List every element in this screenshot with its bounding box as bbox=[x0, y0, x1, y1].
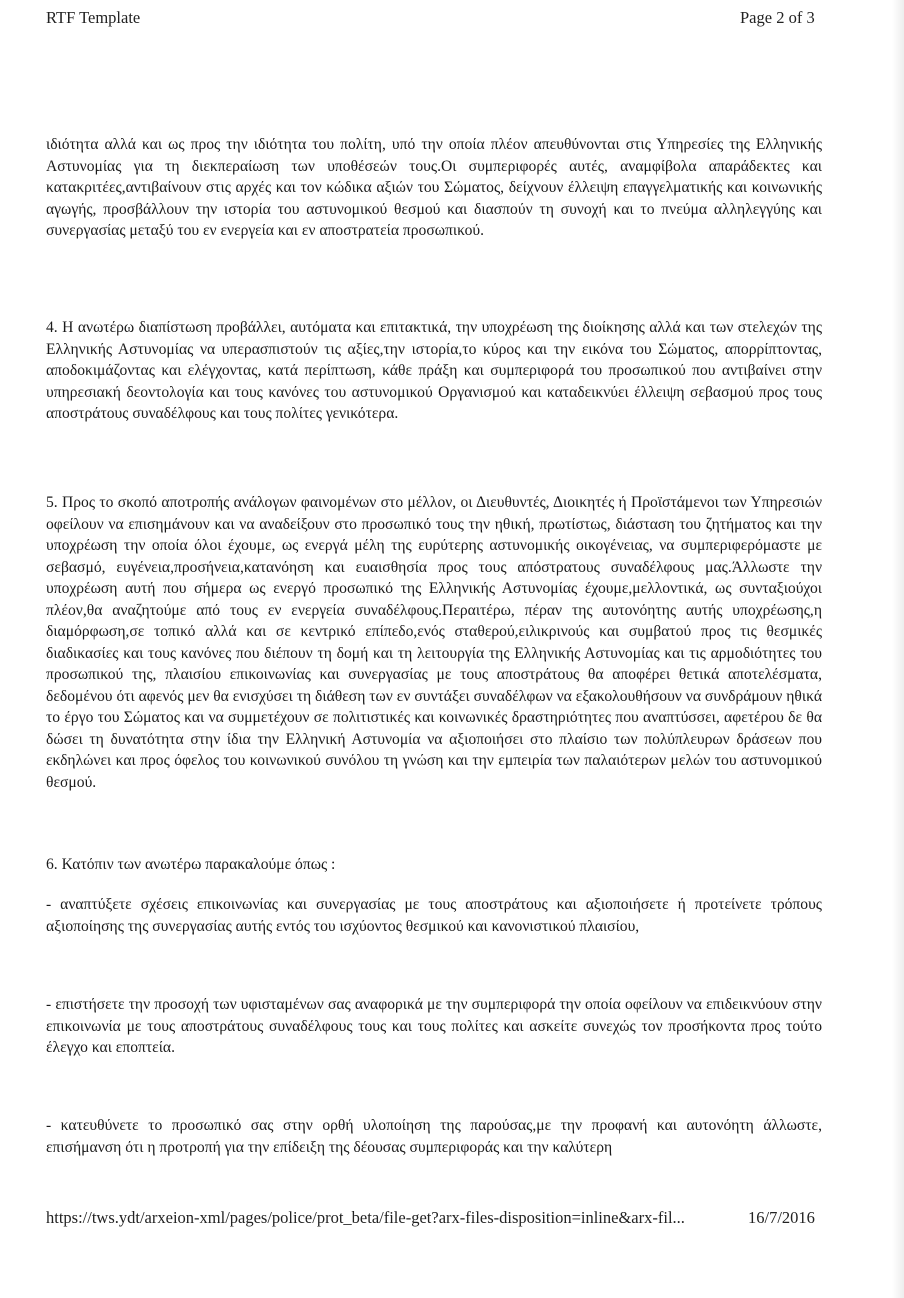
paragraph-text: 6. Κατόπιν των ανωτέρω παρακαλούμε όπως : bbox=[46, 856, 336, 873]
bullet-text: - επιστήσετε την προσοχή των υφισταμένων σας αναφορικά με την συμπεριφορά την οποία οφείλουν να επιδεικνύουν στην επικοινωνία με τους αποστράτους συναδέλφους τους και τους πολίτες και ασκείτε συνεχώς τον προσήκοντα προς τούτο έλεγχο και εποπτεία. bbox=[46, 996, 822, 1056]
paragraph-4 bbox=[46, 317, 822, 425]
source-url-link[interactable]: https://tws.ydt/arxeion-xml/pages/police/prot_beta/file-get?arx-files-disposition=inline&arx-fil... bbox=[46, 1208, 685, 1227]
paragraph-text: 4. Η ανωτέρω διαπίστωση προβάλλει, αυτόματα και επιτακτικά, την υποχρέωση της διοίκησης αλλά και των στελεχών της Ελληνικής Αστυνομίας να υπερασπιστούν τις αξίες,την ιστορία,το κύρος και την εικόνα του Σώματος, απορρίπτοντας, αποδοκιμάζοντας και ελέγχοντας, κατά περίπτωση, κάθε πράξη και συμπεριφορά του προσωπικού που αντιβαίνει στην υπηρεσιακή δεοντολογία και τους κανόνες του αστυνομικού Οργανισμού και καταδεικνύει έλλειψη σεβασμού προς τους αποστράτους συναδέλφους και τους πολίτες γενικότερα. bbox=[46, 319, 822, 422]
bullet-text: - αναπτύξετε σχέσεις επικοινωνίας και συνεργασίας με τους αποστράτους και αξιοποιήσετε ή προτείνετε τρόπους αξιοποίησης της συνεργασίας αυτής εντός του ισχύοντος θεσμικού και κανονιστικού πλαισίου, bbox=[46, 896, 822, 935]
scan-page-edge bbox=[892, 0, 904, 1298]
page-indicator: Page 2 of 3 bbox=[740, 8, 815, 27]
paragraph-text: ιδιότητα αλλά και ως προς την ιδιότητα του πολίτη, υπό την οποία πλέον απευθύνονται στις Υπηρεσίες της Ελληνικής Αστυνομίας για τη διεκπεραίωση των υποθέσεών τους.Οι συμπεριφορές αυτές, αναμφίβολα απαράδεκτες και κατακριτέες,αντιβαίνουν στις αρχές και τον κώδικα αξιών του Σώματος, δείχνουν έλλειψη επαγγελματικής και κοινωνικής αγωγής, προσβάλλουν την ιστορία του αστυνομικού θεσμού και διασπούν τη συνοχή και το πνεύμα αλληλεγγύης και συνεργασίας μεταξύ του εν ενεργεία και εν αποστρατεία προσωπικού. bbox=[46, 136, 822, 239]
bullet-item-3 bbox=[46, 1115, 822, 1158]
paragraph-6-intro bbox=[46, 854, 822, 876]
paragraph-5 bbox=[46, 492, 822, 793]
bullet-item-2 bbox=[46, 994, 822, 1059]
paragraph-continued bbox=[46, 134, 822, 242]
bullet-item-1 bbox=[46, 894, 822, 937]
document-title: RTF Template bbox=[46, 8, 141, 27]
print-date: 16/7/2016 bbox=[748, 1208, 815, 1227]
paragraph-text: 5. Προς το σκοπό αποτροπής ανάλογων φαινομένων στο μέλλον, οι Διευθυντές, Διοικητές ή Προϊστάμενοι των Υπηρεσιών οφείλουν να επισημάνουν και να αναδείξουν στο προσωπικό τους την ηθική, πρωτίστως, διάσταση του ζητήματος και την υποχρέωση την οποία όλοι έχουμε, ως ενεργά μέλη της ευρύτερης αστυνομικής οικογένειας, να συμπεριφερόμαστε με σεβασμό, ευγένεια,προσήνεια,κατανόηση και ευαισθησία προς τους απόστρατους συναδέλφους μας.Άλλωστε την υποχρέωση αυτή που σήμερα ως ενεργό προσωπικό της Ελληνικής Αστυνομίας έχουμε,μελλοντικά, ως συνταξιούχοι πλέον,θα αναζητούμε από τους εν ενεργεία συναδέλφους.Περαιτέρω, πέραν της αυτονόητης αυτής υποχρέωσης,η διαμόρφωση,σε τοπικό αλλά και σε κεντρικό επίπεδο,ενός σταθερού,ειλικρινούς και συμβατού προς τις θεσμικές διαδικασίες και τους κανόνες που διέπουν τη δομή και τη λειτουργία της Ελληνικής Αστυνομίας και τις αρμοδιότητες του προσωπικού της, πλαισίου επικοινωνίας και συνεργασίας με τους αποστράτους θα αποφέρει θετικά αποτελέσματα, δεδομένου ότι αφενός μεν θα ενισχύσει τη διάθεση των εν συντάξει συναδέλφων να εξακολουθήσουν να συνδράμουν ηθικά το έργο του Σώματος και να συμμετέχουν σε πολιτιστικές και κοινωνικές δραστηριότητες που αναπτύσσει, αφετέρου δε θα δώσει τη δυνατότητα στην ίδια την Ελληνική Αστυνομία να αξιοποιήσει στο πλαίσιο των πολύπλευρων δράσεων που εκδηλώνει και προς όφελος του κοινωνικού συνόλου τη γνώση και την εμπειρία των παλαιότερων μελών του αστυνομικού θεσμού. bbox=[46, 494, 822, 791]
bullet-text: - κατευθύνετε το προσωπικό σας στην ορθή υλοποίηση της παρούσας,με την προφανή και αυτονόητη άλλωστε, επισήμανση ότι η προτροπή για την επίδειξη της δέουσας συμπεριφοράς και την καλύτερη bbox=[46, 1117, 822, 1156]
